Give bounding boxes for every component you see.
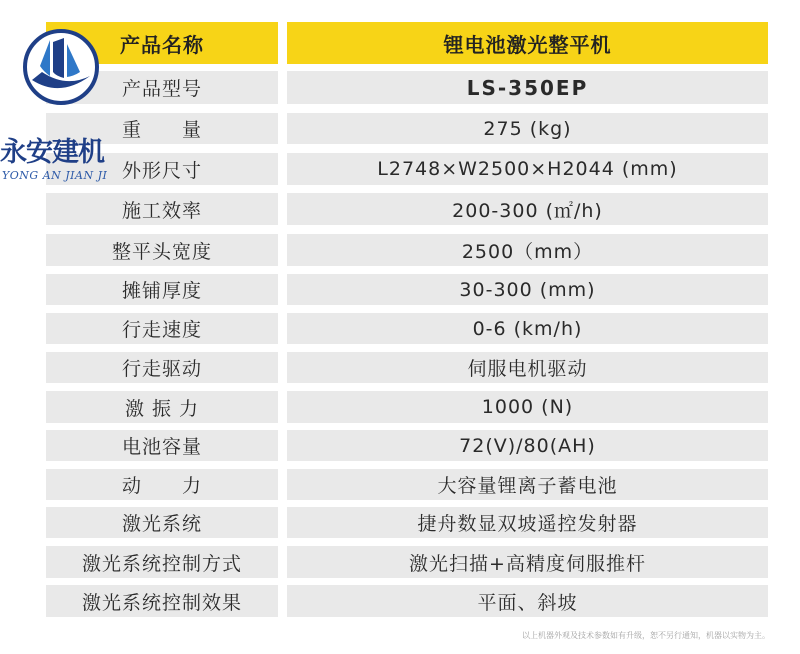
table-row	[0, 352, 800, 383]
table-row	[0, 193, 800, 225]
row-value: 72(V)/80(AH)	[287, 430, 768, 461]
row-value: L2748×W2500×H2044 (mm)	[287, 153, 768, 185]
table-row	[0, 391, 800, 423]
table-row	[0, 234, 800, 266]
row-value: 0-6 (km/h)	[287, 313, 768, 344]
row-label: 行走速度	[46, 313, 278, 344]
header-label: 产品名称	[46, 22, 278, 64]
row-value: 捷舟数显双坡遥控发射器	[287, 507, 768, 538]
row-value: 平面、斜坡	[287, 585, 768, 617]
row-label: 重 量	[46, 113, 278, 144]
row-value: 2500（mm）	[287, 234, 768, 266]
row-value: 30-300 (mm)	[287, 274, 768, 305]
company-logo	[0, 28, 122, 182]
row-label: 激光系统	[46, 507, 278, 538]
brand-name-en: YONG AN JIAN JI	[2, 169, 108, 182]
row-label: 动 力	[46, 469, 278, 500]
row-value: 275 (kg)	[287, 113, 768, 144]
row-label: 激 振 力	[46, 391, 278, 423]
row-label: 摊铺厚度	[46, 274, 278, 305]
row-label: 激光系统控制效果	[46, 585, 278, 617]
row-label: 激光系统控制方式	[46, 546, 278, 578]
logo-emblem-icon	[20, 28, 102, 106]
row-value: 大容量锂离子蓄电池	[287, 469, 768, 500]
row-label: 外形尺寸	[46, 153, 278, 185]
table-row	[0, 313, 800, 344]
header-value: 锂电池激光整平机	[287, 22, 768, 64]
row-value: 1000 (N)	[287, 391, 768, 423]
row-label: 施工效率	[46, 193, 278, 225]
table-row	[0, 469, 800, 500]
table-row	[0, 585, 800, 617]
row-value: 激光扫描+高精度伺服推杆	[287, 546, 768, 578]
table-row	[0, 274, 800, 305]
table-row	[0, 430, 800, 461]
row-value: 伺服电机驱动	[287, 352, 768, 383]
row-label: 行走驱动	[46, 352, 278, 383]
row-label: 电池容量	[46, 430, 278, 461]
table-row	[0, 507, 800, 538]
footnote: 以上机器外观及技术参数如有升级，恕不另行通知，机器以实物为主。	[522, 631, 770, 640]
row-value: 200-300 (㎡/h)	[287, 193, 768, 225]
table-row	[0, 546, 800, 578]
row-label: 产品型号	[46, 71, 278, 104]
row-value: LS-350EP	[287, 71, 768, 104]
row-label: 整平头宽度	[46, 234, 278, 266]
brand-name-cn: 永安建机	[0, 137, 104, 168]
